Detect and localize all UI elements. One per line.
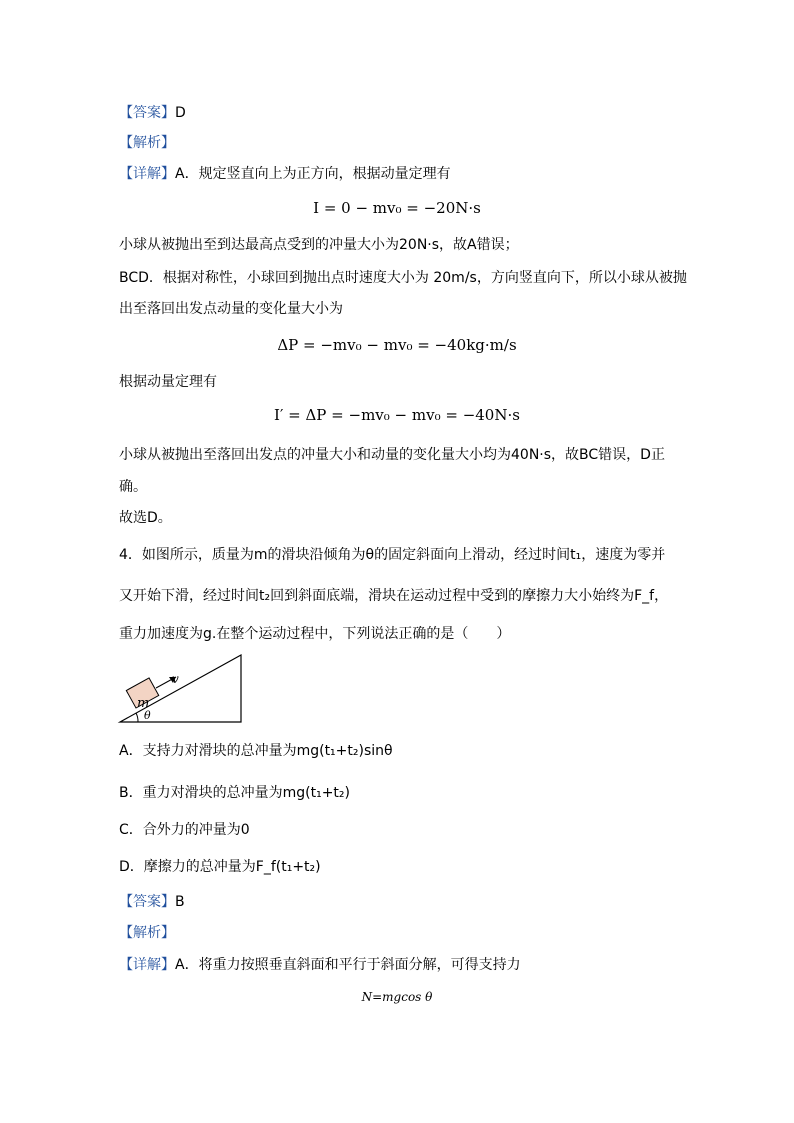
detail-text: A．将重力按照垂直斜面和平行于斜面分解，可得支持力 [175, 957, 521, 973]
equation-impulse-up: I = 0 − mv₀ = −20N·s [313, 199, 481, 217]
bracket-right: 】 [161, 957, 175, 973]
bracket-left: 【 [119, 105, 133, 121]
paragraph-bcd-line1: BCD．根据对称性，小球回到抛出点时速度大小为 20m/s，方向竖直向下，所以小球从被抛 [119, 270, 687, 286]
answer-tag: 答案 [133, 894, 161, 910]
bracket-left: 【 [119, 957, 133, 973]
analysis-heading [119, 133, 175, 153]
bracket-right: 】 [161, 166, 175, 182]
incline-figure [116, 650, 256, 730]
angle-arc [136, 713, 138, 722]
bracket-right: 】 [161, 894, 175, 910]
option-a: A．支持力对滑块的总冲量为mg(t₁+t₂)sinθ [119, 743, 393, 759]
analysis-tag: 解析 [133, 135, 161, 151]
detail-line [119, 164, 451, 184]
analysis-tag: 解析 [133, 925, 161, 941]
answer-line [119, 892, 185, 912]
paragraph-a-conclusion: 小球从被抛出至到达最高点受到的冲量大小为20N·s，故A错误； [119, 237, 519, 253]
bracket-left: 【 [119, 135, 133, 151]
bracket-left: 【 [119, 925, 133, 941]
paragraph-theorem: 根据动量定理有 [119, 374, 217, 390]
question-stem-line3: 重力加速度为g.在整个运动过程中，下列说法正确的是（ ） [119, 626, 511, 642]
answer-line [119, 103, 186, 123]
detail-tag: 详解 [133, 166, 161, 182]
detail-line [119, 955, 521, 975]
answer-tag: 答案 [133, 105, 161, 121]
question-stem-line2: 又开始下滑，经过时间t₂回到斜面底端，滑块在运动过程中受到的摩擦力大小始终为F_f， [119, 588, 669, 604]
answer-value: B [175, 894, 185, 910]
bracket-right: 】 [161, 135, 175, 151]
bracket-left: 【 [119, 166, 133, 182]
bracket-left: 【 [119, 894, 133, 910]
angle-label: θ [144, 709, 151, 722]
option-d: D．摩擦力的总冲量为F_f(t₁+t₂) [119, 859, 321, 875]
bracket-right: 】 [161, 925, 175, 941]
paragraph-choice: 故选D。 [119, 510, 172, 526]
equation-total-impulse: I′ = ΔP = −mv₀ − mv₀ = −40N·s [274, 406, 520, 424]
bracket-right: 】 [161, 105, 175, 121]
question-stem-line1: 4．如图所示，质量为m的滑块沿倾角为θ的固定斜面向上滑动，经过时间t₁，速度为零并 [119, 547, 666, 563]
paragraph-conclusion-line2: 确。 [119, 479, 147, 495]
option-b: B．重力对滑块的总冲量为mg(t₁+t₂) [119, 785, 350, 801]
velocity-label: v [172, 672, 179, 686]
option-c: C．合外力的冲量为0 [119, 822, 250, 838]
paragraph-bcd-line2: 出至落回出发点动量的变化量大小为 [119, 301, 343, 317]
block-label: m [137, 696, 150, 711]
analysis-heading [119, 923, 175, 943]
equation-normal-force: N=mgcos θ [361, 990, 433, 1004]
paragraph-conclusion-line1: 小球从被抛出至落回出发点的冲量大小和动量的变化量大小均为40N·s，故BC错误，D正 [119, 447, 665, 463]
detail-text: A．规定竖直向上为正方向，根据动量定理有 [175, 166, 451, 182]
answer-value: D [175, 105, 186, 121]
detail-tag: 详解 [133, 957, 161, 973]
equation-momentum-change: ΔP = −mv₀ − mv₀ = −40kg·m/s [277, 336, 517, 354]
